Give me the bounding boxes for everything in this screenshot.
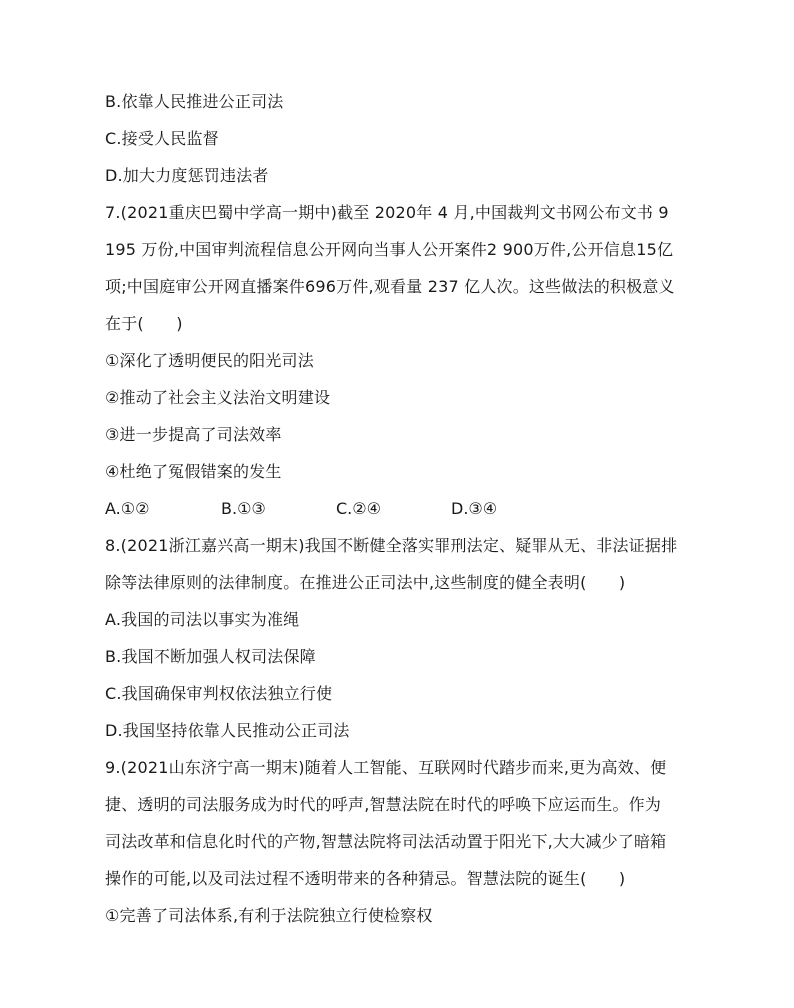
- q7-choice-b: B.①③: [221, 499, 266, 518]
- q9-stem-line-1: 9.(2021山东济宁高一期末)随着人工智能、互联网时代踏步而来,更为高效、便: [105, 758, 667, 777]
- q7-statement-1: ①深化了透明便民的阳光司法: [105, 351, 314, 370]
- q7-stem-line-4: 在于( ): [105, 314, 183, 333]
- q8-option-d: D.我国坚持依靠人民推动公正司法: [105, 721, 350, 740]
- q7-stem-line-2: 195 万份,中国审判流程信息公开网向当事人公开案件2 900万件,公开信息15亿: [105, 240, 674, 259]
- option-b: B.依靠人民推进公正司法: [105, 92, 284, 111]
- q7-statement-4: ④杜绝了冤假错案的发生: [105, 462, 282, 481]
- q8-stem-line-2: 除等法律原则的法律制度。在推进公正司法中,这些制度的健全表明( ): [105, 573, 626, 592]
- q7-choice-d: D.③④: [451, 499, 498, 518]
- q8-option-c: C.我国确保审判权依法独立行使: [105, 684, 333, 703]
- option-c: C.接受人民监督: [105, 129, 219, 148]
- q9-statement-1: ①完善了司法体系,有利于法院独立行使检察权: [105, 906, 433, 925]
- q7-choice-a: A.①②: [105, 499, 150, 518]
- q9-stem-line-4: 操作的可能,以及司法过程不透明带来的各种猜忌。智慧法院的诞生( ): [105, 869, 626, 888]
- q7-statement-3: ③进一步提高了司法效率: [105, 425, 282, 444]
- q8-option-b: B.我国不断加强人权司法保障: [105, 647, 316, 666]
- q8-stem-line-1: 8.(2021浙江嘉兴高一期末)我国不断健全落实罪刑法定、疑罪从无、非法证据排: [105, 536, 678, 555]
- q7-statement-2: ②推动了社会主义法治文明建设: [105, 388, 331, 407]
- q7-choice-c: C.②④: [336, 499, 381, 518]
- q9-stem-line-2: 捷、透明的司法服务成为时代的呼声,智慧法院在时代的呼唤下应运而生。作为: [105, 795, 662, 814]
- q9-stem-line-3: 司法改革和信息化时代的产物,智慧法院将司法活动置于阳光下,大大减少了暗箱: [105, 832, 667, 851]
- q7-stem-line-1: 7.(2021重庆巴蜀中学高一期中)截至 2020年 4 月,中国裁判文书网公布文书 9: [105, 203, 669, 222]
- q7-choices: [105, 499, 705, 519]
- q7-stem-line-3: 项;中国庭审公开网直播案件696万件,观看量 237 亿人次。这些做法的积极意义: [105, 277, 675, 296]
- q8-option-a: A.我国的司法以事实为准绳: [105, 610, 300, 629]
- option-d: D.加大力度惩罚违法者: [105, 166, 269, 185]
